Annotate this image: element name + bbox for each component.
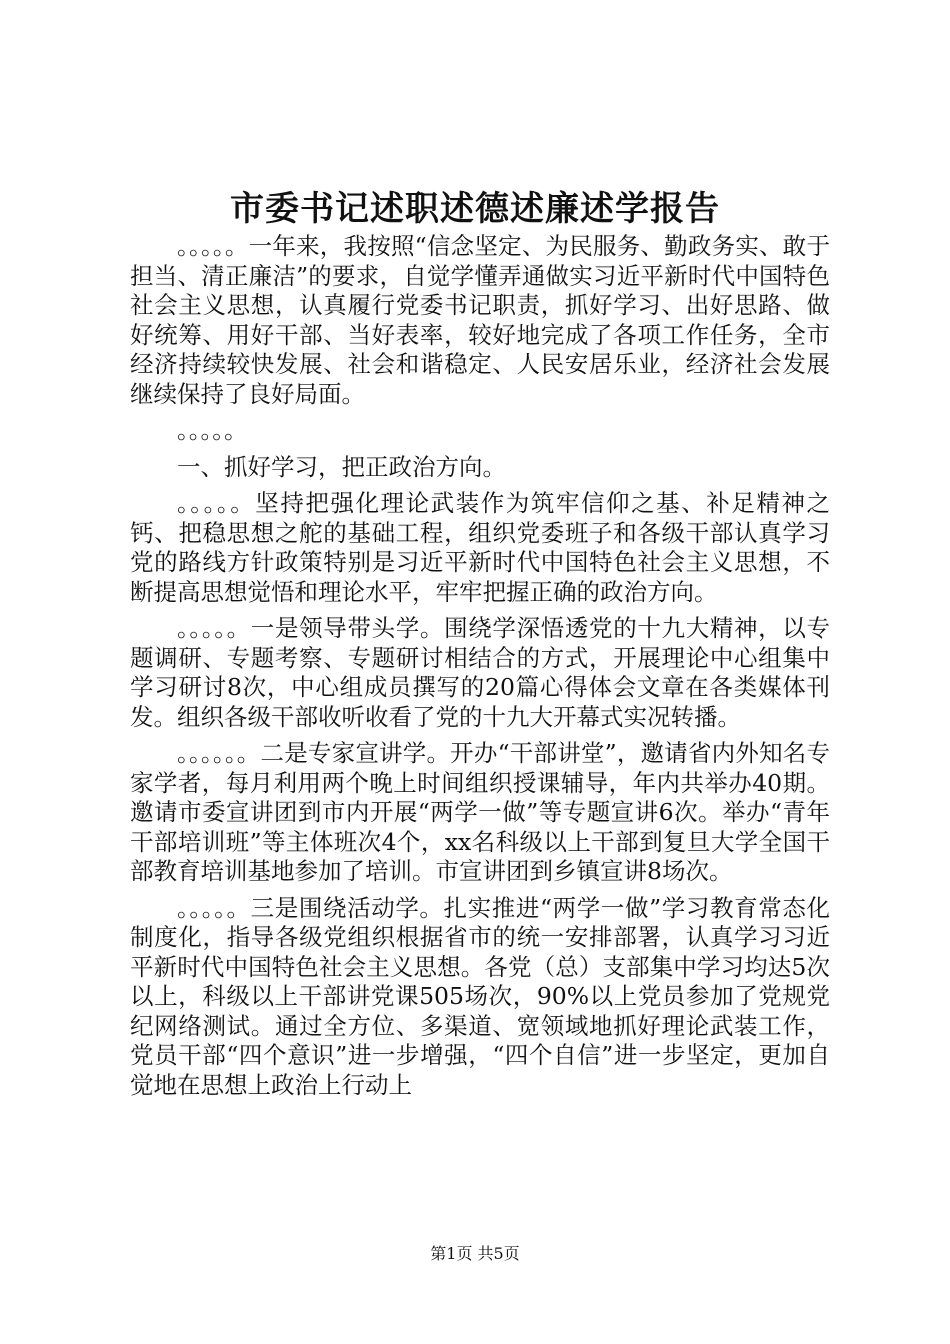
paragraph-section-1-overview: 。。。。。坚持把强化理论武装作为筑牢信仰之基、补足精神之钙、把稳思想之舵的基础工程，组织党委班子和各级干部认真学习党的路线方针政策特别是习近平新时代中国特色社会主义思想，不断提高思想觉悟和理论水平，牢牢把握正确的政治方向。 [130,489,830,606]
paragraph-activity-study: 。。。。。三是围绕活动学。扎实推进“两学一做”学习教育常态化制度化，指导各级党组织根据省市的统一安排部署，认真学习习近平新时代中国特色社会主义思想。各党（总）支部集中学习均达5次以上，科级以上干部讲党课505场次，90%以上党员参加了党规党纪网络测试。通过全方位、多渠道、宽领域地抓好理论武装工作，党员干部“四个意识”进一步增强，“四个自信”进一步坚定，更加自觉地在思想上政治上行动上 [130,893,830,1099]
section-heading-1: 一、抓好学习，把正政治方向。 [177,452,506,481]
paragraph-separator: 。。。。。 [177,416,248,444]
paragraph-expert-lectures: 。。。。。。二是专家宣讲学。开办“干部讲堂”，邀请省内外知名专家学者，每月利用两个晚上时间组织授课辅导，年内共举办40期。邀请市委宣讲团到市内开展“两学一做”等专题宣讲6次。举办“青年干部培训班”等主体班次4个，xx名科级以上干部到复旦大学全国干部教育培训基地参加了培训。市宣讲团到乡镇宣讲8场次。 [130,739,830,885]
paragraph-intro: 。。。。。一年来，我按照“信念坚定、为民服务、勤政务实、敢于担当、清正廉洁”的要求，自觉学懂弄通做实习近平新时代中国特色社会主义思想，认真履行党委书记职责，抓好学习、出好思路、做好统筹、用好干部、当好表率，较好地完成了各项工作任务，全市经济持续较快发展、社会和谐稳定、人民安居乐业，经济社会发展继续保持了良好局面。 [130,232,830,408]
document-body [130,232,830,1100]
page-number: 第1页 共5页 [430,1244,520,1263]
document-title: 市委书记述职述德述廉述学报告 [230,189,720,229]
paragraph-leader-study: 。。。。。一是领导带头学。围绕学深悟透党的十九大精神，以专题调研、专题考察、专题研讨相结合的方式，开展理论中心组集中学习研讨8次，中心组成员撰写的20篇心得体会文章在各类媒体刊发。组织各级干部收听收看了党的十九大开幕式实况转播。 [130,614,830,731]
